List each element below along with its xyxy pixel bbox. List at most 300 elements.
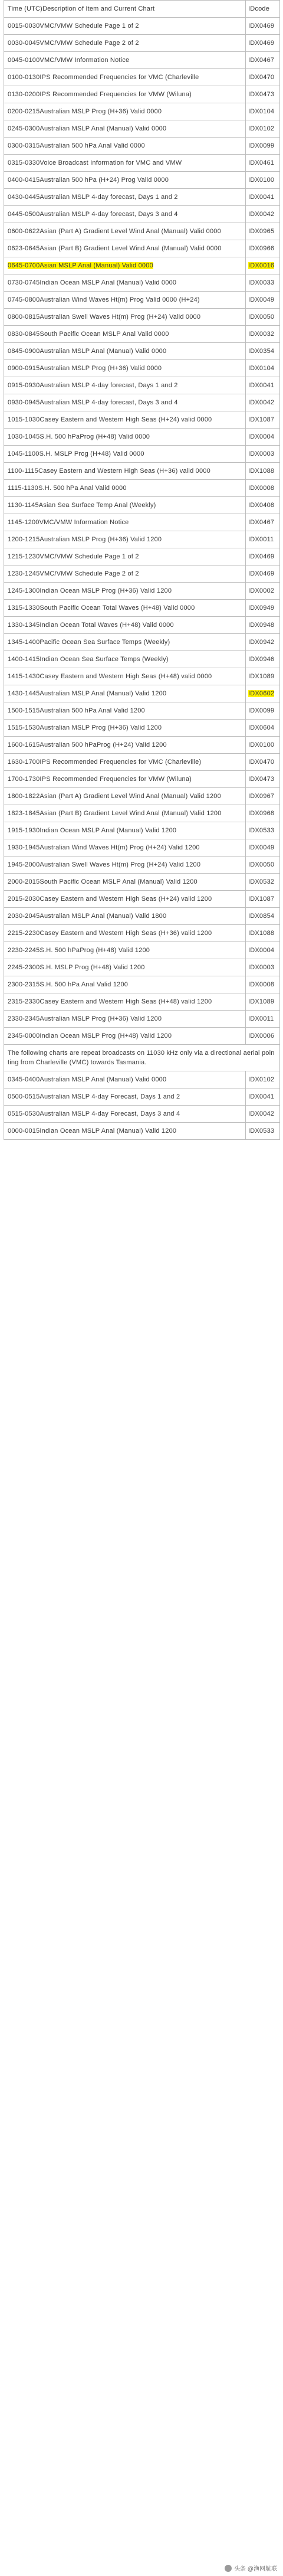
row-idcode [246, 942, 280, 959]
description-text: 2315-2330Casey Eastern and Western High Seas (H+48) valid 1200 [8, 998, 212, 1005]
idcode-text: IDX0100 [248, 741, 275, 748]
table-row [4, 942, 280, 959]
row-description [4, 1106, 246, 1123]
description-text: 1823-1845Asian (Part B) Gradient Level Wind Anal (Manual) Valid 1200 [8, 810, 222, 817]
row-description [4, 257, 246, 274]
idcode-text: IDX0099 [248, 142, 275, 149]
row-idcode [246, 69, 280, 86]
row-description [4, 480, 246, 497]
description-text: 1930-1945Australian Wind Waves Ht(m) Prog (H+24) Valid 1200 [8, 844, 200, 851]
description-text: 1415-1430Casey Eastern and Western High Seas (H+48) valid 0000 [8, 673, 212, 680]
idcode-text: IDX0100 [248, 176, 275, 184]
description-text: 0445-0500Australian MSLP 4-day forecast, Days 3 and 4 [8, 211, 178, 218]
table-row [4, 206, 280, 223]
description-text: 1145-1200VMC/VMW Information Notice [8, 519, 129, 526]
broadcast-schedule-table [4, 0, 280, 1140]
table-row [4, 497, 280, 514]
table-row [4, 651, 280, 668]
idcode-text: IDX0965 [248, 228, 275, 235]
row-idcode [246, 18, 280, 35]
row-description [4, 737, 246, 754]
description-text: 1115-1130S.H. 500 hPa Anal Valid 0000 [8, 485, 127, 492]
table-row [4, 120, 280, 138]
row-description [4, 651, 246, 668]
table-row [4, 292, 280, 309]
row-description [4, 617, 246, 634]
row-description [4, 925, 246, 942]
description-text: 0130-0200IPS Recommended Frequencies for VMW (Wiluna) [8, 91, 192, 98]
table-row [4, 138, 280, 155]
description-text: 0745-0800Australian Wind Waves Ht(m) Prog Valid 0000 (H+24) [8, 296, 200, 303]
row-idcode [246, 959, 280, 976]
row-idcode [246, 771, 280, 788]
idcode-text: IDX0033 [248, 279, 275, 286]
row-idcode [246, 805, 280, 822]
row-description [4, 685, 246, 702]
idcode-text: IDX0966 [248, 245, 275, 252]
description-text: 0730-0745Indian Ocean MSLP Anal (Manual) Valid 0000 [8, 279, 177, 286]
table-row [4, 805, 280, 822]
repeat-broadcast-note: The following charts are repeat broadcasts on 11030 kHz only via a directional aerial pointing from Charleville (VMC) towards Tasmania. [4, 1045, 280, 1071]
description-text: 1045-1100S.H. MSLP Prog (H+48) Valid 0000 [8, 450, 144, 457]
idcode-text: IDX1088 [248, 930, 275, 937]
row-description [4, 702, 246, 720]
row-description [4, 908, 246, 925]
description-text: 1800-1822Asian (Part A) Gradient Level Wind Anal (Manual) Valid 1200 [8, 793, 221, 800]
idcode-text: IDX0473 [248, 91, 275, 98]
table-row [4, 274, 280, 292]
row-idcode [246, 172, 280, 189]
table-row [4, 822, 280, 839]
description-text: 1315-1330South Pacific Ocean Total Waves (H+48) Valid 0000 [8, 604, 195, 612]
row-idcode [246, 908, 280, 925]
row-idcode [246, 600, 280, 617]
description-text: 1400-1415Indian Ocean Sea Surface Temps (Weekly) [8, 656, 169, 663]
idcode-text: IDX0049 [248, 844, 275, 851]
description-text: 1100-1115Casey Eastern and Western High Seas (H+36) valid 0000 [8, 468, 210, 475]
idcode-text: IDX1087 [248, 416, 275, 423]
table-row [4, 1123, 280, 1140]
idcode-text: IDX0467 [248, 57, 275, 64]
table-row [4, 463, 280, 480]
row-description [4, 343, 246, 360]
description-text: 1330-1345Indian Ocean Total Waves (H+48) Valid 0000 [8, 622, 174, 629]
row-idcode [246, 429, 280, 446]
row-description [4, 754, 246, 771]
description-text: 2345-0000Indian Ocean MSLP Prog (H+48) Valid 1200 [8, 1032, 172, 1039]
row-description [4, 240, 246, 257]
table-row [4, 223, 280, 240]
row-description [4, 155, 246, 172]
row-idcode [246, 326, 280, 343]
description-text: 1915-1930Indian Ocean MSLP Anal (Manual) Valid 1200 [8, 827, 177, 834]
description-text: 1345-1400Pacific Ocean Sea Surface Temps (Weekly) [8, 639, 170, 646]
row-idcode [246, 35, 280, 52]
table-row [4, 959, 280, 976]
table-row [4, 377, 280, 394]
row-idcode [246, 480, 280, 497]
table-row [4, 69, 280, 86]
idcode-text: IDX0099 [248, 707, 275, 714]
idcode-text: IDX0004 [248, 433, 275, 440]
idcode-text: IDX0049 [248, 296, 275, 303]
row-description [4, 377, 246, 394]
table-row [4, 925, 280, 942]
row-description [4, 514, 246, 531]
description-text: 0915-0930Australian MSLP 4-day forecast, Days 1 and 2 [8, 382, 178, 389]
table-row [4, 908, 280, 925]
row-description [4, 822, 246, 839]
row-idcode [246, 240, 280, 257]
table-row [4, 600, 280, 617]
row-idcode [246, 1106, 280, 1123]
table-row [4, 86, 280, 103]
row-idcode [246, 138, 280, 155]
idcode-text: IDX0602 [248, 690, 275, 697]
description-text: 0430-0445Australian MSLP 4-day forecast, Days 1 and 2 [8, 194, 178, 201]
idcode-text: IDX0408 [248, 502, 275, 509]
table-row [4, 172, 280, 189]
row-idcode [246, 720, 280, 737]
row-idcode [246, 788, 280, 805]
idcode-text: IDX1089 [248, 998, 275, 1005]
table-row [4, 702, 280, 720]
row-idcode [246, 891, 280, 908]
table-row [4, 326, 280, 343]
row-description [4, 548, 246, 565]
idcode-text: IDX0469 [248, 40, 275, 47]
row-description [4, 411, 246, 429]
idcode-text: IDX0533 [248, 1127, 275, 1135]
idcode-text: IDX0041 [248, 194, 275, 201]
row-description [4, 52, 246, 69]
row-idcode [246, 189, 280, 206]
idcode-text: IDX0469 [248, 22, 275, 30]
row-idcode [246, 583, 280, 600]
idcode-text: IDX0042 [248, 399, 275, 406]
row-description [4, 274, 246, 292]
idcode-text: IDX0946 [248, 656, 275, 663]
description-text: 0100-0130IPS Recommended Frequencies for VMC (Charleville [8, 74, 199, 81]
table-row [4, 309, 280, 326]
row-idcode [246, 360, 280, 377]
row-idcode [246, 839, 280, 857]
row-idcode [246, 497, 280, 514]
description-text: 0845-0900Australian MSLP Anal (Manual) Valid 0000 [8, 348, 167, 355]
row-description [4, 531, 246, 548]
row-description [4, 223, 246, 240]
description-text: 0045-0100VMC/VMW Information Notice [8, 57, 130, 64]
row-idcode [246, 1011, 280, 1028]
idcode-text: IDX0102 [248, 125, 275, 132]
table-row [4, 583, 280, 600]
table-row [4, 429, 280, 446]
idcode-text: IDX0354 [248, 348, 275, 355]
row-description [4, 394, 246, 411]
row-idcode [246, 668, 280, 685]
idcode-text: IDX0003 [248, 450, 275, 457]
row-description [4, 446, 246, 463]
row-idcode [246, 1088, 280, 1106]
description-text: 1700-1730IPS Recommended Frequencies for VMW (Wiluna) [8, 776, 192, 783]
row-idcode [246, 565, 280, 583]
row-description [4, 360, 246, 377]
description-text: 2300-2315S.H. 500 hPa Anal Valid 1200 [8, 981, 129, 988]
row-description [4, 1088, 246, 1106]
idcode-text: IDX0470 [248, 74, 275, 81]
row-idcode [246, 155, 280, 172]
table-row [4, 891, 280, 908]
idcode-text: IDX0967 [248, 793, 275, 800]
row-idcode [246, 702, 280, 720]
idcode-text: IDX0533 [248, 827, 275, 834]
row-description [4, 942, 246, 959]
row-idcode [246, 103, 280, 120]
idcode-text: IDX0011 [248, 1015, 274, 1022]
row-idcode [246, 925, 280, 942]
idcode-text: IDX0473 [248, 776, 275, 783]
row-description [4, 292, 246, 309]
row-idcode [246, 394, 280, 411]
row-idcode [246, 857, 280, 874]
row-description [4, 634, 246, 651]
description-text: 2230-2245S.H. 500 hPaProg (H+48) Valid 1200 [8, 947, 150, 954]
table-row [4, 993, 280, 1011]
row-idcode [246, 874, 280, 891]
description-text: 1215-1230VMC/VMW Schedule Page 1 of 2 [8, 553, 139, 560]
description-text: 1500-1515Australian 500 hPa Anal Valid 1200 [8, 707, 145, 714]
row-description [4, 172, 246, 189]
table-row [4, 737, 280, 754]
idcode-text: IDX1087 [248, 895, 275, 903]
row-idcode [246, 548, 280, 565]
table-row [4, 720, 280, 737]
header-description: Time (UTC)Description of Item and Current Chart [4, 1, 246, 18]
idcode-text: IDX0948 [248, 622, 275, 629]
row-idcode [246, 223, 280, 240]
table-row [4, 1011, 280, 1028]
row-description [4, 206, 246, 223]
row-description [4, 565, 246, 583]
description-text: 1600-1615Australian 500 hPaProg (H+24) Valid 1200 [8, 741, 167, 748]
idcode-text: IDX1088 [248, 468, 275, 475]
row-description [4, 429, 246, 446]
description-text: 2330-2345Australian MSLP Prog (H+36) Valid 1200 [8, 1015, 162, 1022]
description-text: 1945-2000Australian Swell Waves Ht(m) Prog (H+24) Valid 1200 [8, 861, 201, 868]
description-text: 0623-0645Asian (Part B) Gradient Level Wind Anal (Manual) Valid 0000 [8, 245, 222, 252]
description-text: 2000-2015South Pacific Ocean MSLP Anal (Manual) Valid 1200 [8, 878, 198, 885]
description-text: 1515-1530Australian MSLP Prog (H+36) Valid 1200 [8, 724, 162, 731]
description-text: 2015-2030Casey Eastern and Western High Seas (H+24) valid 1200 [8, 895, 212, 903]
table-row [4, 754, 280, 771]
table-header-row [4, 1, 280, 18]
description-text: 1200-1215Australian MSLP Prog (H+36) Valid 1200 [8, 536, 162, 543]
table-row [4, 446, 280, 463]
row-idcode [246, 411, 280, 429]
row-idcode [246, 651, 280, 668]
idcode-text: IDX0041 [248, 1093, 275, 1100]
idcode-text: IDX0968 [248, 810, 275, 817]
table-row [4, 155, 280, 172]
row-idcode [246, 634, 280, 651]
idcode-text: IDX0008 [248, 485, 275, 492]
description-text: 1430-1445Australian MSLP Anal (Manual) Valid 1200 [8, 690, 167, 697]
description-text: 0500-0515Australian MSLP 4-day Forecast, Days 1 and 2 [8, 1093, 180, 1100]
row-idcode [246, 446, 280, 463]
table-row [4, 1028, 280, 1045]
table-row [4, 531, 280, 548]
row-idcode [246, 274, 280, 292]
row-description [4, 891, 246, 908]
row-idcode [246, 1071, 280, 1088]
row-description [4, 1071, 246, 1088]
description-text: 0200-0215Australian MSLP Prog (H+36) Valid 0000 [8, 108, 162, 115]
row-idcode [246, 343, 280, 360]
idcode-text: IDX0854 [248, 913, 275, 920]
table-row [4, 257, 280, 274]
row-idcode [246, 976, 280, 993]
idcode-text: IDX0469 [248, 553, 275, 560]
watermark-logo-icon [225, 2565, 232, 2572]
idcode-text: IDX1089 [248, 673, 275, 680]
row-idcode [246, 463, 280, 480]
row-idcode [246, 1028, 280, 1045]
idcode-text: IDX0006 [248, 1032, 275, 1039]
table-row [4, 514, 280, 531]
idcode-text: IDX0032 [248, 331, 275, 338]
row-idcode [246, 617, 280, 634]
table-row [4, 565, 280, 583]
row-description [4, 1011, 246, 1028]
description-text: 0800-0815Australian Swell Waves Ht(m) Prog (H+24) Valid 0000 [8, 313, 201, 321]
row-description [4, 326, 246, 343]
row-description [4, 720, 246, 737]
row-description [4, 993, 246, 1011]
row-idcode [246, 754, 280, 771]
idcode-text: IDX0461 [248, 159, 275, 166]
idcode-text: IDX0604 [248, 724, 275, 731]
row-idcode [246, 206, 280, 223]
row-idcode [246, 292, 280, 309]
table-row [4, 668, 280, 685]
table-row [4, 18, 280, 35]
description-text: 1030-1045S.H. 500 hPaProg (H+48) Valid 0000 [8, 433, 150, 440]
table-row [4, 35, 280, 52]
idcode-text: IDX0050 [248, 861, 275, 868]
description-text: 0000-0015Indian Ocean MSLP Anal (Manual) Valid 1200 [8, 1127, 177, 1135]
row-idcode [246, 531, 280, 548]
row-description [4, 18, 246, 35]
description-text: 0600-0622Asian (Part A) Gradient Level Wind Anal (Manual) Valid 0000 [8, 228, 221, 235]
description-text: 0315-0330Voice Broadcast Information for VMC and VMW [8, 159, 182, 166]
row-description [4, 839, 246, 857]
description-text: 2245-2300S.H. MSLP Prog (H+48) Valid 1200 [8, 964, 145, 971]
row-description [4, 959, 246, 976]
idcode-text: IDX0016 [248, 262, 275, 269]
description-text: 1245-1300Indian Ocean MSLP Prog (H+36) Valid 1200 [8, 587, 172, 594]
idcode-text: IDX0949 [248, 604, 275, 612]
row-description [4, 668, 246, 685]
description-text: 0930-0945Australian MSLP 4-day forecast, Days 3 and 4 [8, 399, 178, 406]
idcode-text: IDX0041 [248, 382, 275, 389]
idcode-text: IDX0042 [248, 1110, 275, 1117]
description-text: 1015-1030Casey Eastern and Western High Seas (H+24) valid 0000 [8, 416, 212, 423]
idcode-text: IDX0467 [248, 519, 275, 526]
idcode-text: IDX0942 [248, 639, 275, 646]
table-row [4, 52, 280, 69]
row-description [4, 583, 246, 600]
row-description [4, 874, 246, 891]
idcode-text: IDX0469 [248, 570, 275, 577]
description-text: 2215-2230Casey Eastern and Western High Seas (H+36) valid 1200 [8, 930, 212, 937]
description-text: 0400-0415Australian 500 hPa (H+24) Prog Valid 0000 [8, 176, 169, 184]
row-idcode [246, 52, 280, 69]
description-text: 1130-1145Asian Sea Surface Temp Anal (Weekly) [8, 502, 156, 509]
table-row [4, 480, 280, 497]
row-idcode [246, 86, 280, 103]
row-description [4, 189, 246, 206]
table-row [4, 1071, 280, 1088]
description-text: 0030-0045VMC/VMW Schedule Page 2 of 2 [8, 40, 139, 47]
row-idcode [246, 737, 280, 754]
table-row [4, 240, 280, 257]
description-text: 0645-0700Asian MSLP Anal (Manual) Valid 0000 [8, 262, 153, 269]
description-text: 0900-0915Australian MSLP Prog (H+36) Valid 0000 [8, 365, 162, 372]
row-idcode [246, 993, 280, 1011]
row-idcode [246, 514, 280, 531]
row-description [4, 497, 246, 514]
table-row [4, 857, 280, 874]
row-idcode [246, 257, 280, 274]
schedule-page [4, 0, 279, 1140]
description-text: 2030-2045Australian MSLP Anal (Manual) Valid 1800 [8, 913, 167, 920]
table-row [4, 343, 280, 360]
idcode-text: IDX0532 [248, 878, 275, 885]
watermark [225, 2564, 277, 2572]
row-description [4, 805, 246, 822]
watermark-text: 头条 @渔网航联 [234, 2566, 277, 2572]
table-row [4, 976, 280, 993]
description-text: 0015-0030VMC/VMW Schedule Page 1 of 2 [8, 22, 139, 30]
idcode-text: IDX0008 [248, 981, 275, 988]
row-description [4, 771, 246, 788]
table-row [4, 771, 280, 788]
idcode-text: IDX0050 [248, 313, 275, 321]
row-idcode [246, 120, 280, 138]
description-text: 0245-0300Australian MSLP Anal (Manual) Valid 0000 [8, 125, 167, 132]
row-description [4, 69, 246, 86]
row-description [4, 309, 246, 326]
note-row [4, 1045, 280, 1071]
row-idcode [246, 1123, 280, 1140]
description-text: 1230-1245VMC/VMW Schedule Page 2 of 2 [8, 570, 139, 577]
description-text: 0345-0400Australian MSLP Anal (Manual) Valid 0000 [8, 1076, 167, 1083]
idcode-text: IDX0011 [248, 536, 274, 543]
row-description [4, 600, 246, 617]
table-row [4, 189, 280, 206]
table-row [4, 617, 280, 634]
table-row [4, 788, 280, 805]
table-row [4, 360, 280, 377]
table-row [4, 1106, 280, 1123]
row-description [4, 1028, 246, 1045]
idcode-text: IDX0002 [248, 587, 275, 594]
idcode-text: IDX0470 [248, 759, 275, 766]
row-description [4, 103, 246, 120]
row-description [4, 463, 246, 480]
idcode-text: IDX0004 [248, 947, 275, 954]
table-row [4, 874, 280, 891]
